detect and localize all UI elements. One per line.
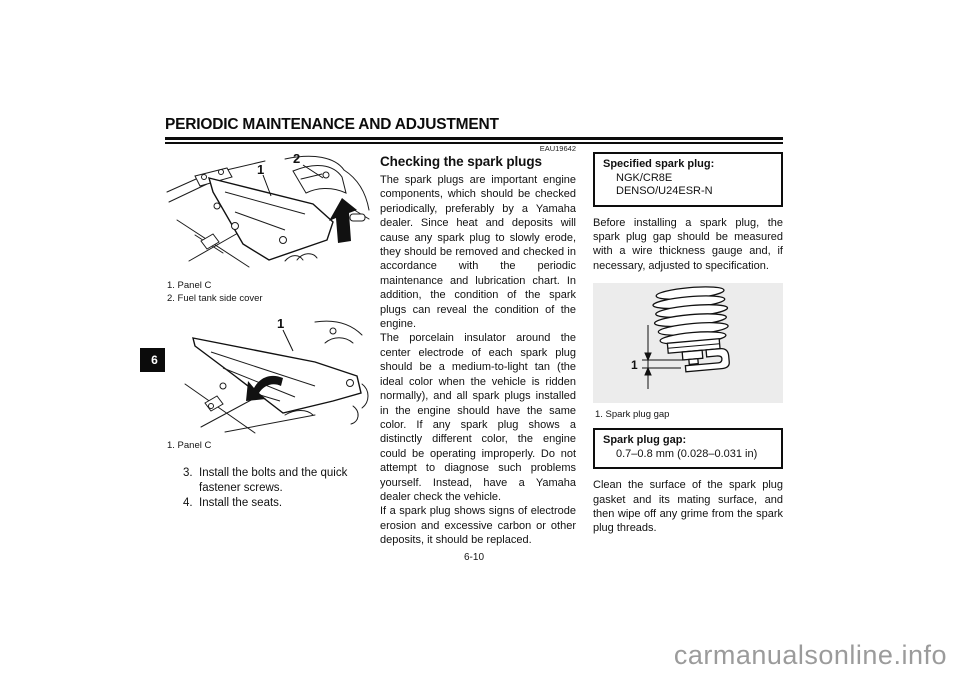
figure1-callout-1: 1: [257, 162, 265, 177]
left-column: [165, 148, 370, 512]
instruction-steps: [165, 466, 370, 511]
panel-c-removal-figure: [165, 148, 370, 276]
spec-box-title: Specified spark plug:: [603, 158, 715, 170]
panel-c-install-figure: [165, 314, 370, 436]
section-code: EAU19642: [539, 144, 576, 153]
page-number: 6-10: [463, 552, 484, 563]
figure2-callout-1: 1: [277, 316, 285, 331]
figure1-caption-line2: 2. Fuel tank side cover: [167, 293, 263, 304]
page-title: PERIODIC MAINTENANCE AND ADJUSTMENT: [165, 116, 499, 133]
gap-dimension-arrow-up-icon: [645, 368, 651, 375]
watermark: carmanualsonline.info: [673, 640, 947, 670]
step-3-number: 3.: [183, 467, 193, 479]
gap-box-line1: 0.7–0.8 mm (0.028–0.031 in): [616, 447, 758, 460]
spec-box-line2: DENSO/U24ESR-N: [616, 185, 713, 197]
step-4-number: 4.: [183, 497, 193, 509]
gap-box-title: Spark plug gap:: [603, 434, 687, 447]
specified-spark-plug-box: [593, 152, 783, 207]
spark-plug-figure-frame: [593, 283, 783, 403]
step-4-text: Install the seats.: [199, 497, 283, 509]
middle-column: [380, 144, 576, 548]
body-paragraph-1: The spark plugs are important engine components, which should be checked periodically, preferably by a Yamaha dealer. Since heat and deposits will cause any spark plug to slowly erode, they should be removed and checked in accordance with the periodic maintenance and lubrication chart. In addition, the condition of the spark plugs can reveal the condition of the engine.: [380, 174, 576, 331]
chapter-tab-number: 6: [151, 353, 158, 367]
clean-surface-paragraph: Clean the surface of the spark plug gasket and its mating surface, and then wipe off any grime from the spark plug threads.: [593, 479, 783, 535]
step-3: [183, 466, 370, 495]
figure1-caption: [167, 279, 370, 305]
spark-plug-gap-figure: [593, 283, 783, 403]
right-column: [593, 152, 783, 536]
gap-measure-paragraph: Before installing a spark plug, the spark plug gap should be measured with a wire thickness gauge and, if necessary, adjusted to specification.: [593, 216, 783, 272]
body-paragraph-2: The porcelain insulator around the center electrode of each spark plug should be a medium-to-light tan (the ideal color when the vehicle is ridden normally), and all spark plugs installed in the engine should have the same color. If any spark plug shows a distinctly different color, the engine could be operating improperly. Do not attempt to diagnose such problems yourself. Instead, have a Yamaha dealer check the vehicle.: [380, 332, 576, 503]
section-heading: Checking the spark plugs: [380, 154, 542, 169]
body-paragraph-3: If a spark plug shows signs of electrode erosion and excessive carbon or other deposits, it should be replaced.: [380, 505, 576, 547]
figure3-caption: [595, 408, 783, 421]
figure3-callout-1: 1: [631, 358, 638, 373]
step-3-text: Install the bolts and the quick fastener screws.: [199, 467, 348, 494]
spec-box-line1: NGK/CR8E: [616, 171, 673, 184]
figure1-caption-line1: 1. Panel C: [167, 280, 212, 291]
figure2-caption: [167, 439, 370, 452]
step-4: [183, 496, 370, 511]
figure2-caption-line1: 1. Panel C: [167, 440, 212, 451]
figure1-callout-2: 2: [293, 151, 301, 166]
title-divider: [165, 137, 783, 144]
spark-plug-gap-box: [593, 428, 783, 469]
gap-dimension-arrow-down-icon: [645, 353, 651, 360]
figure3-caption-line1: 1. Spark plug gap: [595, 409, 670, 421]
